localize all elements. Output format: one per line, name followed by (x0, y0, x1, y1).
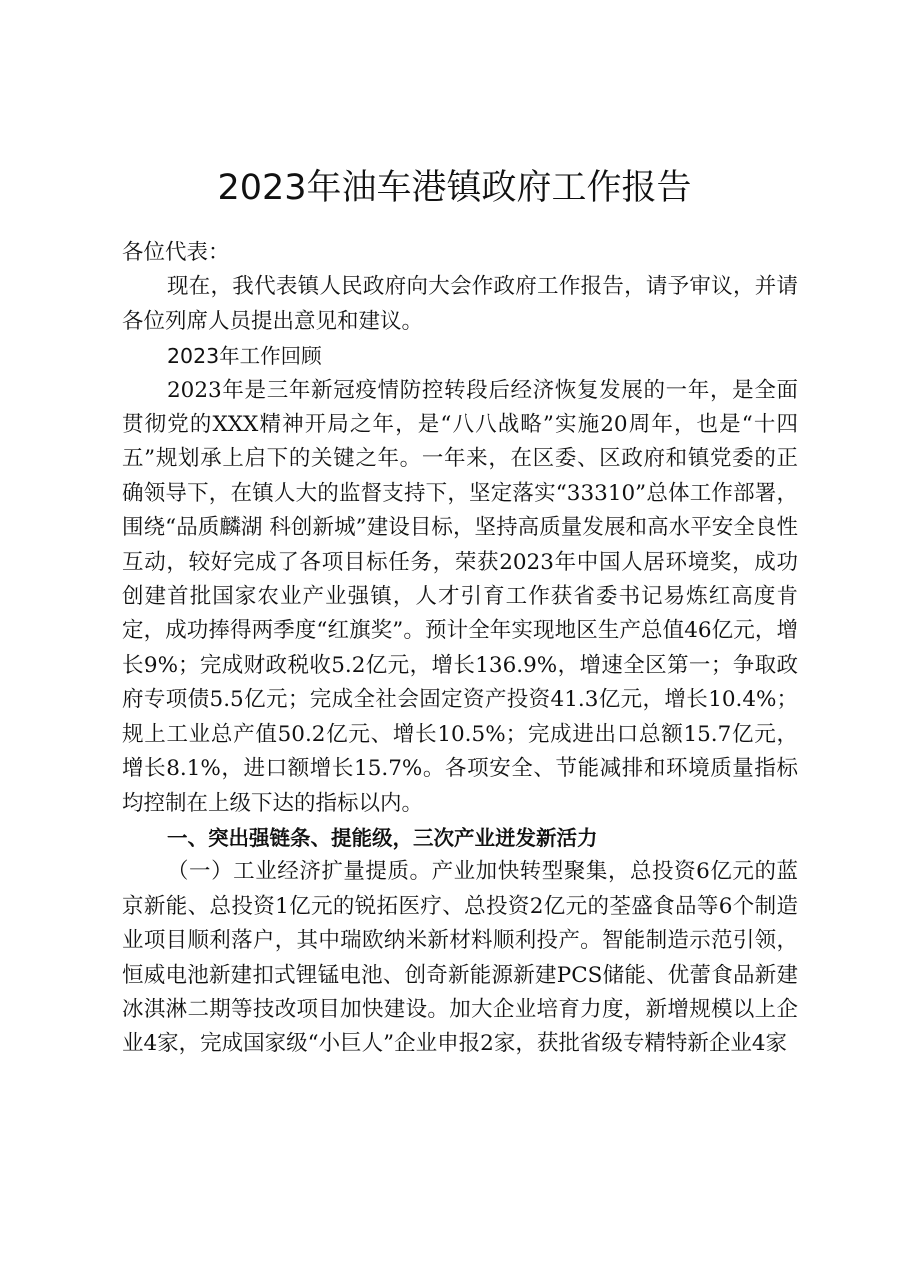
section-heading: 2023年工作回顾 (167, 344, 322, 369)
review-paragraph: 2023年是三年新冠疫情防控转段后经济恢复发展的一年，是全面贯彻党的XXX精神开局之年，是“八八战略”实施20周年，也是“十四五”规划承上启下的关键之年。一年来，在区委、区政府和镇党委的正确领导下，在镇人大的监督支持下，坚定落实“33310”总体工作部署，围绕“品质麟湖 科创新城”建设目标，坚持高质量发展和高水平安全良性互动，较好完成了各项目标任务，荣获2023年中国人居环境奖，成功创建首批国家农业产业强镇，人才引育工作获省委书记易炼红高度肯定，成功捧得两季度“红旗奖”。预计全年实现地区生产总值46亿元，增长9%；完成财政税收5.2亿元，增长136.9%，增速全区第一；争取政府专项债5.5亿元；完成全社会固定资产投资41.3亿元，增长10.4%；规上工业总产值50.2亿元、增长10.5%；完成进出口总额15.7亿元，增长8.1%，进口额增长15.7%。各项安全、节能减排和环境质量指标均控制在上级下达的指标以内。 (122, 377, 798, 816)
document-body (122, 236, 798, 1062)
opening-paragraph: 现在，我代表镇人民政府向大会作政府工作报告，请予审议，并请各位列席人员提出意见和建议。 (122, 274, 798, 334)
subheading-industry: 一、突出强链条、提能级，三次产业迸发新活力 (167, 825, 598, 850)
salutation: 各位代表： (122, 240, 230, 265)
industry-paragraph: （一）工业经济扩量提质。产业加快转型聚集，总投资6亿元的蓝京新能、总投资1亿元的锐拓医疗、总投资2亿元的荃盛食品等6个制造业项目顺利落户，其中瑞欧纳米新材料顺利投产。智能制造示范引领，恒威电池新建扣式锂锰电池、创奇新能源新建PCS储能、优蕾食品新建冰淇淋二期等技改项目加快建设。加大企业培育力度，新增规模以上企业4家，完成国家级“小巨人”企业申报2家，获批省级专精特新企业4家 (122, 859, 798, 1057)
document-title: 2023年油车港镇政府工作报告 (217, 168, 692, 208)
